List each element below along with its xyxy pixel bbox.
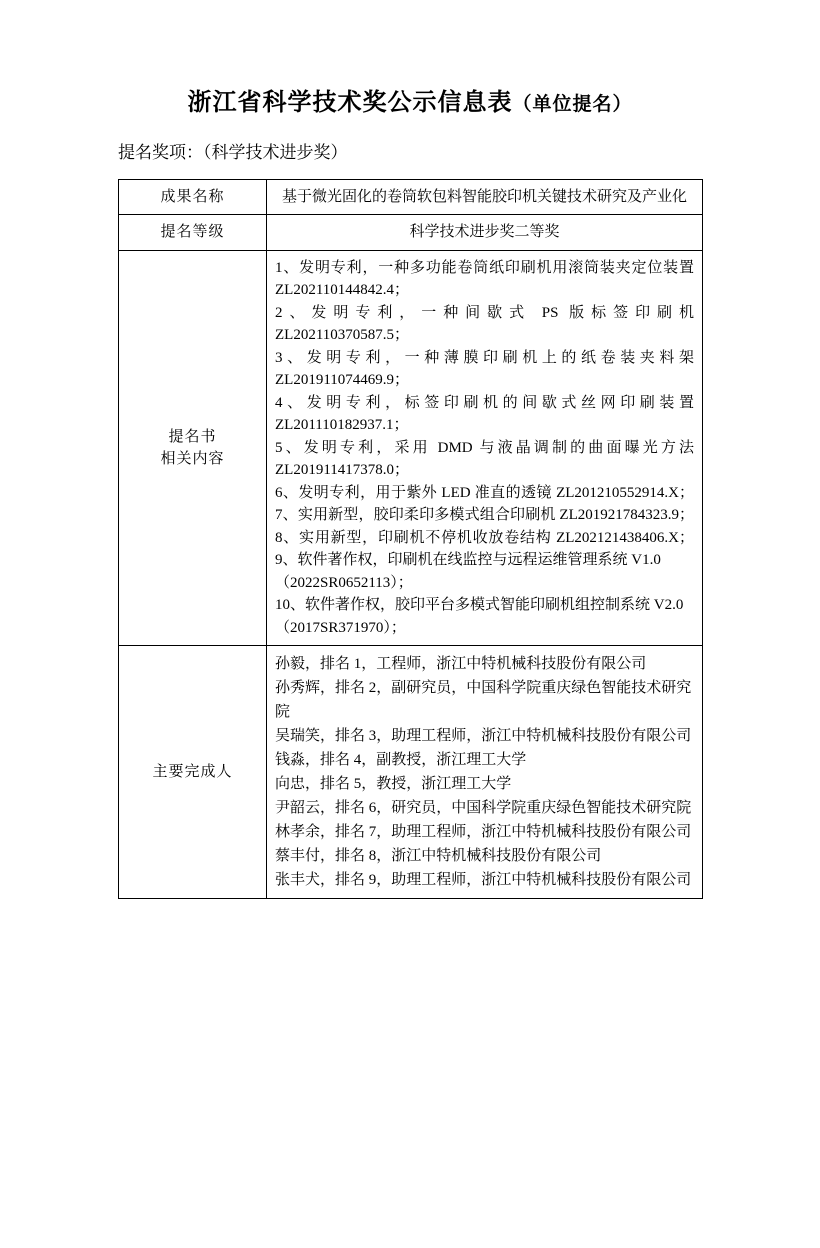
page-title-paren: （单位提名） [512, 94, 633, 115]
page-title-main: 浙江省科学技术奖公示信息表 [187, 90, 513, 116]
row-value-nomination-content [267, 250, 703, 646]
table-row-nomination-content [119, 250, 703, 646]
row-label-nomination-content-line1: 提名书 [168, 428, 217, 445]
row-label-nomination-level: 提名等级 [119, 215, 267, 251]
contributor-item: 吴瑞笑，排名 3，助理工程师，浙江中特机械科技股份有限公司 [275, 728, 692, 745]
nomination-item: 2、发明专利，一种间歇式 PS 版标签印刷机 ZL202110370587.5； [275, 304, 694, 344]
contributor-item: 尹韶云，排名 6，研究员，中国科学院重庆绿色智能技术研究院 [275, 800, 692, 817]
nomination-item: 4、发明专利，标签印刷机的间歇式丝网印刷装置 ZL201110182937.1； [275, 394, 694, 434]
contributor-item: 孙秀辉，排名 2，副研究员，中国科学院重庆绿色智能技术研究院 [275, 680, 692, 721]
nomination-item: 10、软件著作权，胶印平台多模式智能印刷机组控制系统 V2.0（2017SR371970）； [275, 597, 684, 636]
contributor-item: 孙毅，排名 1，工程师，浙江中特机械科技股份有限公司 [275, 656, 647, 673]
nomination-item: 5、发明专利，采用 DMD 与液晶调制的曲面曝光方法 ZL201911417378.0； [275, 439, 694, 479]
row-label-nomination-content [119, 250, 267, 646]
table-row-main-contributors [119, 646, 703, 899]
row-label-main-contributors: 主要完成人 [119, 646, 267, 899]
row-value-nomination-level: 科学技术进步奖二等奖 [267, 215, 703, 251]
contributor-item: 蔡丰付，排名 8，浙江中特机械科技股份有限公司 [275, 848, 602, 865]
table-row-nomination-level [119, 215, 703, 251]
nomination-item: 3、发明专利，一种薄膜印刷机上的纸卷装夹料架 ZL201911074469.9； [275, 349, 694, 389]
contributor-item: 钱淼，排名 4，副教授，浙江理工大学 [275, 752, 527, 769]
row-label-nomination-content-line2: 相关内容 [160, 451, 225, 468]
nomination-item: 7、实用新型，胶印柔印多模式组合印刷机 ZL201921784323.9； [275, 507, 694, 524]
row-label-achievement-name: 成果名称 [119, 179, 267, 215]
nomination-award-subtitle: 提名奖项：（科学技术进步奖） [118, 143, 348, 163]
public-notice-table [118, 179, 703, 900]
nomination-item: 1、发明专利，一种多功能卷筒纸印刷机用滚筒装夹定位装置 ZL202110144842.4； [275, 259, 694, 299]
contributor-item: 向忠，排名 5，教授，浙江理工大学 [275, 776, 512, 793]
row-value-main-contributors [267, 646, 703, 899]
row-value-achievement-name: 基于微光固化的卷筒软包料智能胶印机关键技术研究及产业化 [267, 179, 703, 215]
contributor-item: 张丰犬，排名 9，助理工程师，浙江中特机械科技股份有限公司 [275, 872, 692, 889]
table-row-achievement-name [119, 179, 703, 215]
nomination-item: 8、实用新型，印刷机不停机收放卷结构 ZL202121438406.X； [275, 529, 694, 546]
nomination-item: 9、软件著作权，印刷机在线监控与远程运维管理系统 V1.0（2022SR0652113）； [275, 552, 661, 591]
document-page [0, 88, 820, 1248]
nomination-item: 6、发明专利，用于紫外 LED 准直的透镜 ZL201210552914.X； [275, 484, 694, 501]
contributor-item: 林孝余，排名 7，助理工程师，浙江中特机械科技股份有限公司 [275, 824, 692, 841]
page-title [60, 88, 760, 119]
